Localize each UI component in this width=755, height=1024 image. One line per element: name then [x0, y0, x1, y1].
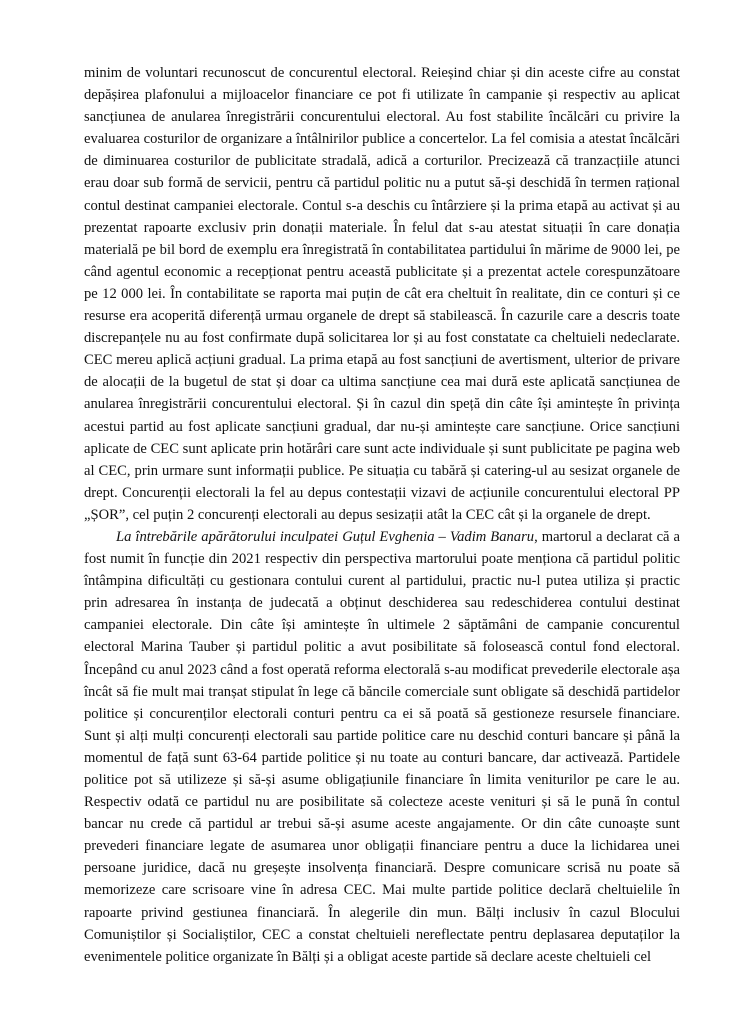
- document-body: [84, 62, 680, 968]
- paragraph-2-intro: La întrebările apărătorului inculpatei Guțul Evghenia – Vadim Banaru: [116, 528, 535, 545]
- paragraph-2: [84, 526, 680, 968]
- paragraph-2-body: , martorul a declarat că a fost numit în funcție din 2021 respectiv din perspectiva martorului poate menționa că partidul politic întâmpina dificultăți cu gestionara contului curent al partidului, practic nu-l putea utiliza și practic prin adresarea în instanța de judecată a obținut deschiderea sau redeschiderea contului destinat campaniei electorale. Din câte își amintește în ultimele 2 săptămâni de campanie concurentul electoral Marina Tauber și partidul politic a avut posibilitate să folosească contul fond electoral. Începând cu anul 2023 când a fost operată reforma electorală s-au modificat prevederile electorale așa încât să fie mult mai tranșat stipulat în lege că băncile comerciale sunt obligate să deschidă partidelor politice și concurenților electorali conturi pentru ca ei să poată să gestioneze resursele financiare. Sunt și alți mulți concurenți electorali sau partide politice care nu deschid conturi bancare și până la momentul de față sunt 63-64 partide politice și nu toate au conturi bancare, dar activează. Partidele politice pot să utilizeze și să-și asume obligațiunile financiare în limita veniturilor pe care le au. Respectiv odată ce partidul nu are posibilitate să colecteze aceste venituri și să le pună în contul bancar nu crede că partidul ar trebui să-și asume aceste angajamente. Or din câte cunoaște sunt prevederi financiare legate de asumarea unor obligații financiare pentru a duce la lichidarea unei persoane juridice, dacă nu greșește insolvența financiară. Despre comunicare scrisă nu poate să memorizeze care scrisoare vine în adresa CEC. Mai multe partide politice declară cheltuielile în rapoarte privind gestiunea financiară. În alegerile din mun. Bălți inclusiv în cazul Blocului Comuniștilor și Socialiștilor, CEC a constat cheltuieli nereflectate pentru deplasarea deputaților la evenimentele politice organizate în Bălți și a obligat aceste partide să declare aceste cheltuieli cel: [84, 528, 681, 965]
- paragraph-1: minim de voluntari recunoscut de concurentul electoral. Reieșind chiar și din aceste cifre au constat depășirea plafonului a mijloacelor financiare ce pot fi utilizate în campanie și respectiv au aplicat sancțiunea de anularea înregistrării concurentului electoral. Au fost stabilite încălcări cu privire la evaluarea costurilor de organizare a întâlnirilor publice a concertelor. La fel comisia a atestat încălcări de diminuarea costurilor de publicitate stradală, adică a corturilor. Precizează că tranzacțiile atunci erau doar sub formă de servicii, pentru că partidul politic nu a putut să-și deschidă în termen rațional contul destinat campaniei electorale. Contul s-a deschis cu întârziere și la prima etapă au activat și au prezentat rapoarte exclusiv prin donații materiale. În felul dat s-au atestat situații în care donația materială pe bil bord de exemplu era înregistrată în contabilitatea partidului în mărime de 9000 lei, pe când agentul economic a recepționat pentru această publicitate și a prezentat actele corespunzătoare pe 12 000 lei. În contabilitate se raporta mai puțin de cât era cheltuit în realitate, din ce conturi și ce resurse era acoperită diferență urmau organele de drept să stabilească. În cazurile care a descris toate discrepanțele nu au fost confirmate după solicitarea lor și au fost constatate ca cheltuieli nedeclarate. CEC mereu aplică acțiuni gradual. La prima etapă au fost sancțiuni de avertisment, ulterior de privare de alocații de la bugetul de stat și doar ca ultima sancțiune cea mai dură este aplicată sancțiunea de anularea înregistrării concurentului electoral. Și în cazul din speță din câte își amintește în privința acestui partid au fost aplicate sancțiuni gradual, dar nu-și amintește care sancțiune. Orice sancțiuni aplicate de CEC sunt aplicate prin hotărâri care sunt acte individuale și sunt publicitate pe pagina web al CEC, prin urmare sunt informații publice. Pe situația cu tabără și catering-ul au sesizat organele de drept. Concurenții electorali la fel au depus contestații vizavi de acțiunile concurentului electoral PP „ȘOR”, cel puțin 2 concurenți electorali au depus sesizații atât la CEC cât și la organele de drept.: [84, 65, 680, 523]
